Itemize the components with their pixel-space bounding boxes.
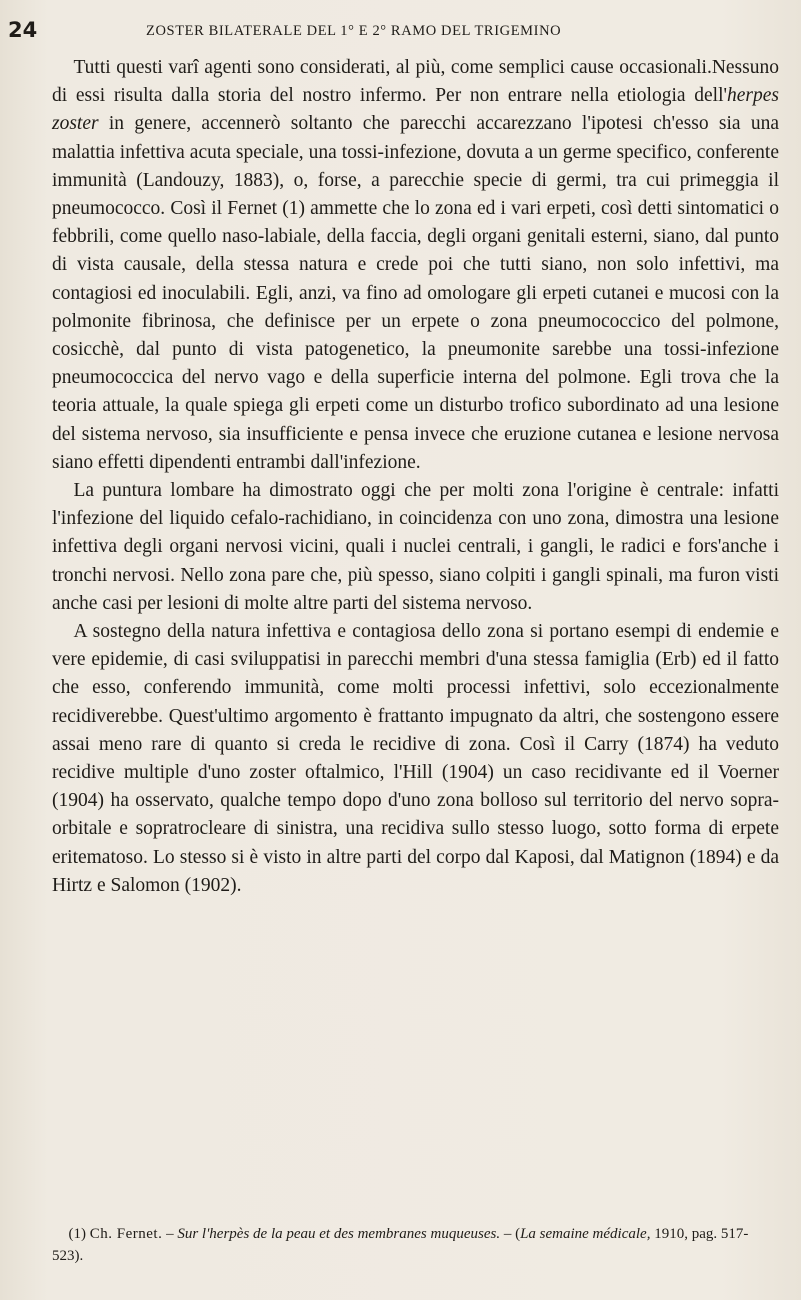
footnote-ref: (1): [68, 1226, 90, 1242]
paragraph-1-part-2: in genere, accennerò soltanto che parecchi accarezzano l'ipotesi ch'esso sia una malattia infettiva acuta speciale, una tossi-infezione, dovuta a un germe specifico, conferente immunità (Landouzy, 1883), o, forse, a parecchie specie di germi, tra cui primeggia il pneumococco. Così il Fernet (1) ammette che lo zona ed i vari erpeti, così detti sintomatici o febbrili, come quello naso-labiale, della faccia, degli organi genitali esterni, siano, dal punto di vista causale, della stessa natura e crede poi che tutti siano, non solo infettivi, ma contagiosi ed inoculabili. Egli, anzi, va fino ad omologare gli erpeti cutanei e mucosi con la polmonite fibrinosa, che definisce per un erpete o zona pneumococcico del polmone, cosicchè, dal punto di vista patogenetico, la pneumonite sarebbe una tossi-infezione pneumococcica del nervo vago e della superficie interna del polmone. Egli trova che la teoria attuale, la quale spiega gli erpeti come un disturbo trofico subordinato ad una lesione del sistema nervoso, sia insufficiente e pensa invece che eruzione cutanea e lesione nervosa siano effetti dipendenti entrambi dall'infezione.: [52, 113, 779, 473]
footnote-rest: 1910, pag. 517-523).: [52, 1226, 749, 1264]
footnote-dash: –: [162, 1226, 178, 1242]
footnote: [52, 1223, 779, 1267]
paragraph-1-emphasis: herpes zoster: [52, 85, 779, 135]
footnote-author: Ch. Fernet.: [89, 1226, 163, 1242]
page-header: [0, 18, 801, 42]
footnote-journal: La semaine médicale,: [520, 1226, 651, 1242]
body-text: [52, 54, 779, 900]
paragraph-3: A sostegno della natura infettiva e contagiosa dello zona si portano esempi di endemie e vere epidemie, di casi sviluppatisi in parecchi membri d'una stessa famiglia (Erb) ed il fatto che esso, conferendo immunità, come molti processi infettivi, solo eccezionalmente recidiverebbe. Quest'ultimo argomento è frattanto impugnato da altri, che sostengono essere assai meno rare di quanto si creda le recidive di zona. Così il Carry (1874) ha veduto recidive multiple d'uno zoster oftalmico, l'Hill (1904) un caso recidivante ed il Voerner (1904) ha osservato, qualche tempo dopo d'uno zona bolloso sul territorio del nervo sopra-orbitale e sopratrocleare di sinistra, una recidiva sullo stesso luogo, sotto forma di erpete eritematoso. Lo stesso si è visto in altre parti del corpo dal Kaposi, dal Matignon (1894) e da Hirtz e Salomon (1902).: [52, 621, 779, 896]
paragraph-1: [52, 54, 779, 477]
running-head: ZOSTER BILATERALE DEL 1° E 2° RAMO DEL TRIGEMINO: [146, 23, 562, 39]
paragraph-1-part-1: Tutti questi varî agenti sono considerati, al più, come semplici cause occasionali.Nessuno di essi risulta dalla storia del nostro infermo. Per non entrare nella etiologia dell': [52, 57, 779, 107]
paragraph-2: La puntura lombare ha dimostrato oggi che per molti zona l'origine è centrale: infatti l'infezione del liquido cefalo-rachidiano, in coincidenza con uno zona, dimostra una lesione infettiva degli organi nervosi vicini, quali i nuclei centrali, i gangli, le radici e fors'anche i tronchi nervosi. Nello zona pare che, più spesso, siano colpiti i gangli spinali, ma furon visti anche casi per lesioni di molte altre parti del sistema nervoso.: [52, 480, 779, 614]
footnote-title: Sur l'herpès de la peau et des membranes muqueuses.: [177, 1226, 501, 1242]
footnote-dash-2: – (: [500, 1226, 521, 1242]
page-number: 24: [8, 18, 38, 42]
